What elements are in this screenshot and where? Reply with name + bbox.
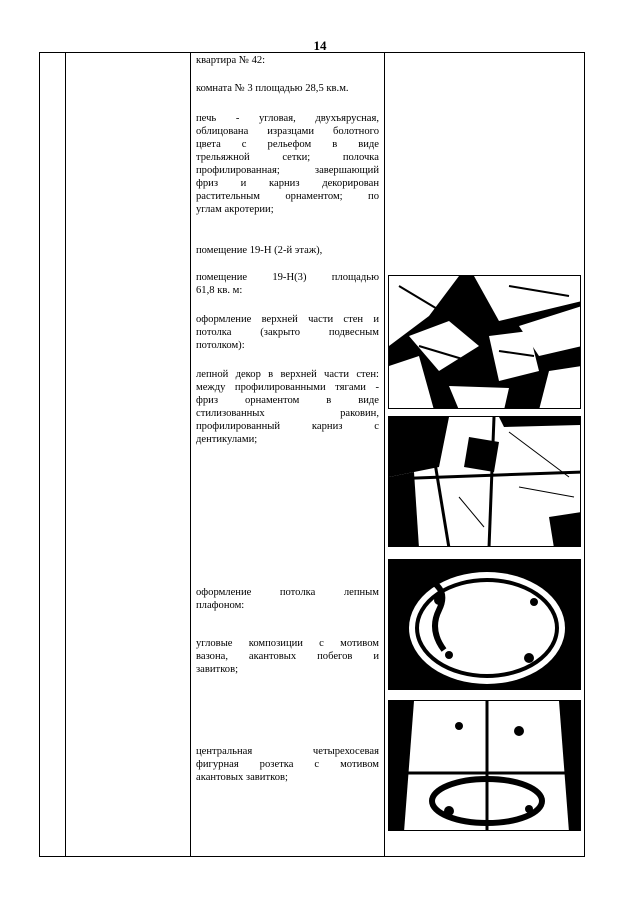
paragraph-line: профилированный карниз с [196, 421, 379, 432]
page-number: 14 [313, 38, 327, 53]
column-divider [65, 53, 66, 856]
paragraph-line: квартира № 42: [196, 55, 266, 66]
paragraph-line: угловые композиции с мотивом [196, 638, 379, 649]
paragraph-line: фриз орнаментом в виде [196, 395, 379, 406]
paragraph-line: центральная четырехосевая [196, 746, 379, 757]
photo-ceiling-cornice [388, 416, 581, 547]
paragraph [196, 368, 379, 446]
paragraph [196, 271, 379, 297]
paragraph-line: лепной декор в верхней части стен: [196, 369, 379, 380]
paragraph [196, 244, 379, 257]
paragraph-line: оформление верхней части стен и [196, 314, 379, 325]
paragraph-line: цвета с рельефом в виде [196, 139, 379, 150]
photo-ceiling-rosette [388, 700, 581, 831]
paragraph-line: завитков; [196, 664, 239, 675]
paragraph-line: акантовых завитков; [196, 772, 288, 783]
paragraph [196, 745, 379, 784]
paragraph-line: трельяжной сетки; полочка [196, 152, 379, 163]
paragraph-line: помещение 19-Н(3) площадью [196, 272, 379, 283]
paragraph-line: потолком): [196, 340, 245, 351]
paragraph-line: помещение 19-Н (2-й этаж), [196, 245, 323, 256]
paragraph-line: комната № 3 площадью 28,5 кв.м. [196, 83, 349, 94]
paragraph-line: плафоном: [196, 600, 245, 611]
photo-ceiling-plafond [388, 559, 581, 690]
paragraph-line: между профилированными тягами - [196, 382, 379, 393]
paragraph-line: вазона, акантовых побегов и [196, 651, 379, 662]
paragraph [196, 82, 379, 95]
paragraph-line: растительным орнаментом; по [196, 191, 379, 202]
paragraph [196, 586, 379, 612]
photo-ceiling-perspective [388, 275, 581, 409]
column-divider [384, 53, 385, 856]
paragraph-line: фигурная розетка с мотивом [196, 759, 379, 770]
paragraph-line: 61,8 кв. м: [196, 285, 243, 296]
paragraph-line: потолка (закрыто подвесным [196, 327, 379, 338]
paragraph [196, 112, 379, 216]
paragraph-line: стилизованных раковин, [196, 408, 379, 419]
paragraph-line: оформление потолка лепным [196, 587, 379, 598]
paragraph-line: фриз и карниз декорирован [196, 178, 379, 189]
paragraph-line: печь - угловая, двухъярусная, [196, 113, 379, 124]
paragraph-line: углам акротерии; [196, 204, 274, 215]
paragraph-line: профилированная; завершающий [196, 165, 379, 176]
column-divider [190, 53, 191, 856]
paragraph-line: облицована изразцами болотного [196, 126, 379, 137]
paragraph [196, 637, 379, 676]
paragraph [196, 313, 379, 352]
paragraph-line: дентикулами; [196, 434, 258, 445]
paragraph [196, 54, 379, 67]
